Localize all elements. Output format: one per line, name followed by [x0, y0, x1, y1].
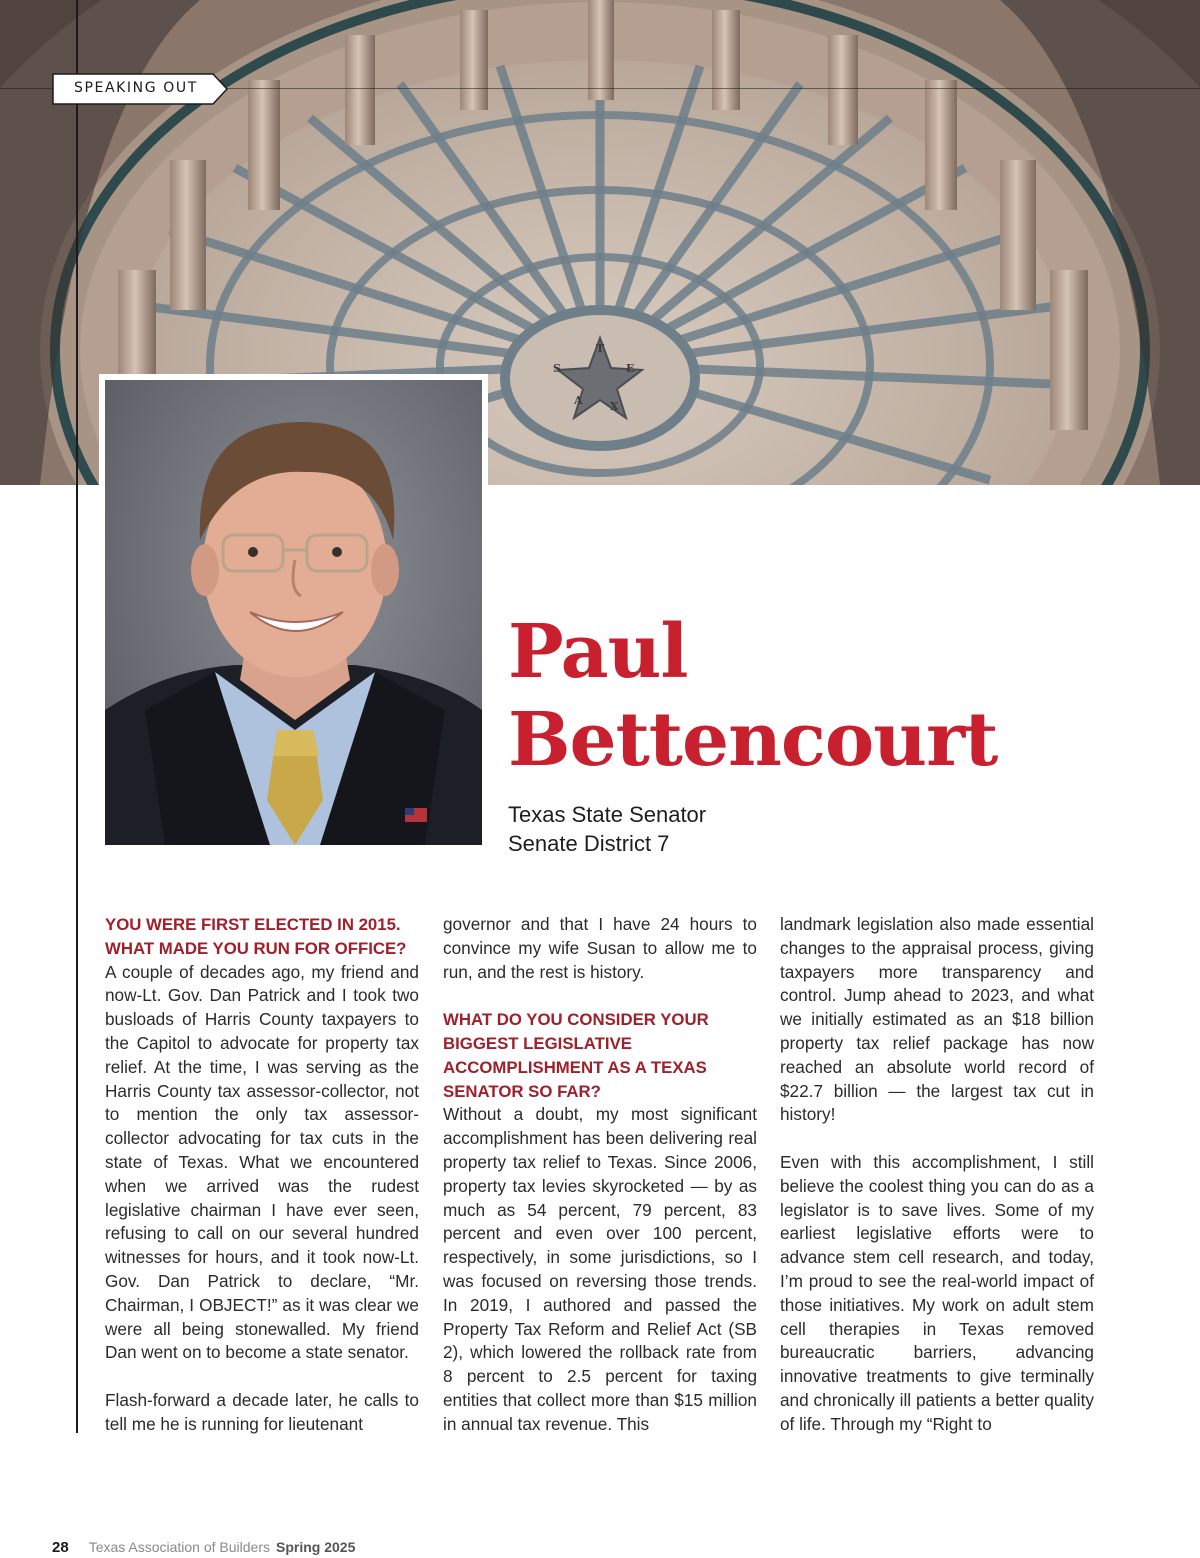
publication-name: Texas Association of Builders	[88, 1539, 271, 1555]
star-letter-x: X	[610, 400, 619, 413]
issue-label: Spring 2025	[276, 1539, 356, 1555]
title-district: Senate District 7	[508, 831, 670, 856]
article-column-2	[443, 913, 757, 1437]
question-2: WHAT DO YOU CONSIDER YOUR BIGGEST LEGISLATIVE ACCOMPLISHMENT AS A TEXAS SENATOR SO FAR?	[443, 1010, 709, 1101]
portrait-illustration	[105, 380, 482, 845]
article-column-1	[105, 913, 419, 1437]
star-letter-a: A	[574, 394, 583, 407]
section-tag	[52, 73, 228, 105]
vertical-rule	[76, 0, 78, 1433]
answer-2-paragraph-1: Without a doubt, my most significant accomplishment has been delivering real property tax relief to Texas. Since 2006, property tax levies skyrocketed — by as much as 54 percent, 79 percent, 83 percent and even over 100 percent, respectively, in some jurisdictions, so I was focused on reversing those trends. In 2019, I authored and passed the Property Tax Reform and Relief Act (SB 2), which lowered the rollback rate from 8 percent to 2.5 percent for taxing entities that collect more than $15 million in annual tax revenue. This	[443, 1104, 757, 1434]
name-first: Paul	[508, 609, 688, 695]
name-last: Bettencourt	[508, 697, 998, 783]
profile-title	[508, 800, 706, 858]
star-letter-t: T	[596, 342, 605, 355]
profile-name	[508, 608, 997, 784]
question-1: YOU WERE FIRST ELECTED IN 2015. WHAT MADE YOU RUN FOR OFFICE?	[105, 915, 407, 958]
page-footer	[52, 1539, 355, 1556]
answer-2-paragraph-2: landmark legislation also made essential changes to the appraisal process, giving taxpayers more transparency and control. Jump ahead to 2023, and what we initially estimated as an $18 billion property tax relief package has now reached an absolute world record of $22.7 billion — the largest tax cut in history!	[780, 914, 1094, 1125]
portrait-photo	[105, 380, 482, 845]
article-column-3	[780, 913, 1094, 1437]
section-tag-label: SPEAKING OUT	[74, 80, 198, 96]
star-letter-e: E	[626, 362, 635, 375]
page-number: 28	[52, 1539, 69, 1556]
answer-1-paragraph-2: Flash-forward a decade later, he calls to tell me he is running for lieutenant	[105, 1389, 419, 1434]
answer-1-paragraph-1: A couple of decades ago, my friend and now-Lt. Gov. Dan Patrick and I took two busloads of Harris County taxpayers to the Capitol to advocate for property tax relief. At the time, I was serving as the Harris County tax assessor-collector, not to mention the only tax assessor-collector advocating for tax cuts in the state of Texas. What we encountered when we arrived was the rudest legislative chairman I have ever seen, refusing to call on our several hundred witnesses for hours, and it took now-Lt. Gov. Dan Patrick to declare, “Mr. Chairman, I OBJECT!” as it was clear we were all being stonewalled. My friend Dan went on to become a state senator.	[105, 961, 419, 1363]
title-position: Texas State Senator	[508, 802, 707, 827]
star-letter-s: S	[553, 362, 561, 375]
answer-2-paragraph-3: Even with this accomplishment, I still believe the coolest thing you can do as a legislator is to save lives. Some of my earliest legislative efforts were to advance stem cell research, and today, I’m proud to see the real-world impact of those initiatives. My work on adult stem cell therapies in Texas removed bureaucratic barriers, advancing innovative treatments to give terminally and chronically ill patients a better quality of life. Through my “Right to	[780, 1151, 1094, 1434]
answer-1-paragraph-3: governor and that I have 24 hours to convince my wife Susan to allow me to run, and the rest is history.	[443, 914, 757, 982]
